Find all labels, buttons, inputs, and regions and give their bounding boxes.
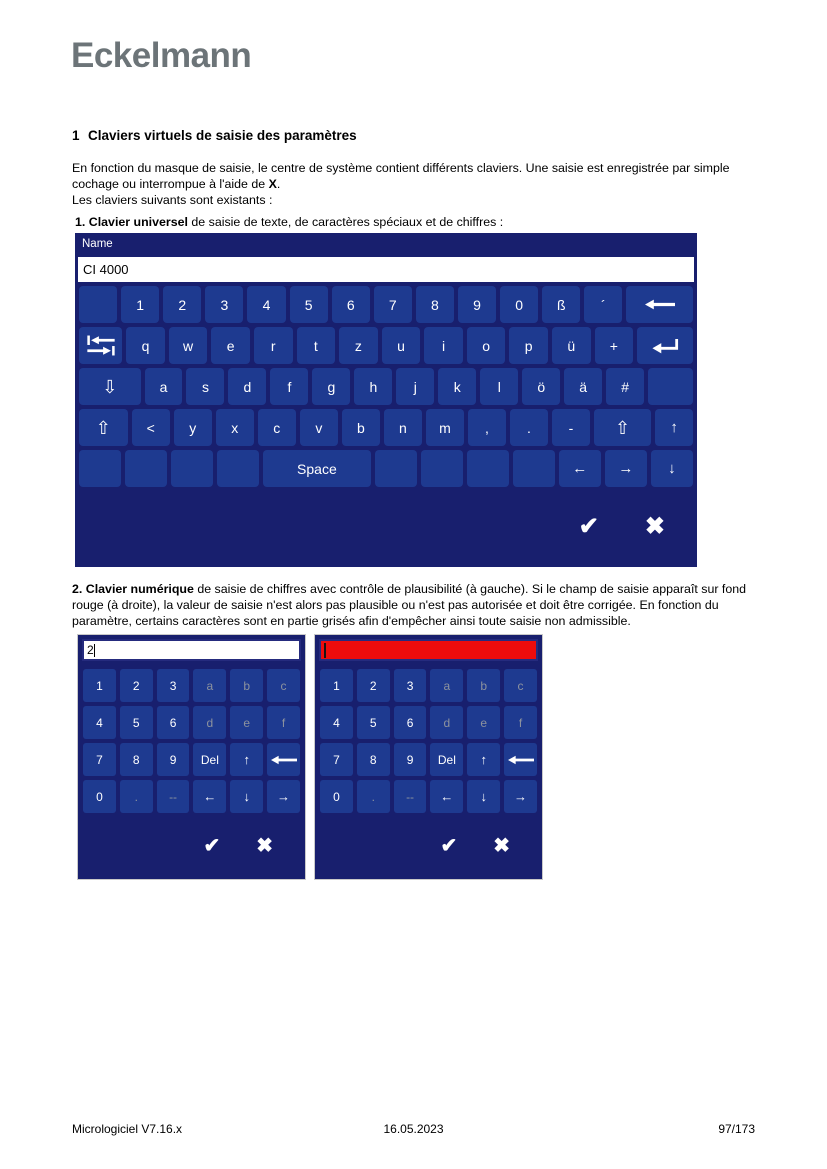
- key-,[interactable]: ,: [468, 409, 506, 446]
- arrow-up-icon[interactable]: ↑: [230, 743, 263, 776]
- blank-key: [217, 450, 259, 487]
- section-title: Claviers virtuels de saisie des paramètres: [88, 128, 357, 143]
- key-o[interactable]: o: [467, 327, 506, 364]
- key-.: .: [120, 780, 153, 813]
- key-´[interactable]: ´: [584, 286, 622, 323]
- key-m[interactable]: m: [426, 409, 464, 446]
- numeric-keyboard-valid: [77, 634, 306, 880]
- key-d: d: [193, 706, 226, 739]
- blank-key: [125, 450, 167, 487]
- key-w[interactable]: w: [169, 327, 208, 364]
- blank-key: [648, 368, 693, 405]
- arrow-down-icon[interactable]: ↓: [651, 450, 693, 487]
- key-9[interactable]: 9: [157, 743, 190, 776]
- keyboard-row: [79, 450, 693, 487]
- arrow-right-icon[interactable]: →: [267, 780, 300, 813]
- key-5[interactable]: 5: [290, 286, 328, 323]
- arrow-up-icon[interactable]: ↑: [655, 409, 693, 446]
- key-Del[interactable]: Del: [430, 743, 463, 776]
- blank-key: [79, 450, 121, 487]
- key-ä[interactable]: ä: [564, 368, 602, 405]
- key--[interactable]: -: [552, 409, 590, 446]
- key-8[interactable]: 8: [416, 286, 454, 323]
- key-g[interactable]: g: [312, 368, 350, 405]
- key---: --: [394, 780, 427, 813]
- key-9[interactable]: 9: [394, 743, 427, 776]
- key-a[interactable]: a: [145, 368, 183, 405]
- item1-text: de saisie de texte, de caractères spéciaux et de chiffres :: [187, 215, 504, 229]
- tab-icon[interactable]: [79, 327, 122, 364]
- blank-key: [513, 450, 555, 487]
- key-3[interactable]: 3: [394, 669, 427, 702]
- key-6[interactable]: 6: [332, 286, 370, 323]
- key-4[interactable]: 4: [247, 286, 285, 323]
- keyboard-row: [79, 409, 693, 446]
- key-f[interactable]: f: [270, 368, 308, 405]
- arrow-right-icon[interactable]: →: [504, 780, 537, 813]
- key-a: a: [430, 669, 463, 702]
- intro-line2: Les claviers suivants sont existants :: [72, 193, 273, 207]
- keyboard-row: [320, 706, 537, 739]
- numeric-keyboard-actions: [315, 813, 542, 879]
- item2-title: 2. Clavier numérique: [72, 582, 194, 596]
- cancel-button[interactable]: ✖: [493, 835, 510, 857]
- key-1[interactable]: 1: [83, 669, 116, 702]
- key-8[interactable]: 8: [120, 743, 153, 776]
- key-3[interactable]: 3: [157, 669, 190, 702]
- universal-keyboard-input[interactable]: [78, 257, 694, 282]
- blank-key: [79, 286, 117, 323]
- key-p[interactable]: p: [509, 327, 548, 364]
- key-h[interactable]: h: [354, 368, 392, 405]
- keyboard-row: [83, 669, 300, 702]
- key-<[interactable]: <: [132, 409, 170, 446]
- key-1[interactable]: 1: [320, 669, 353, 702]
- keyboard-row: [320, 743, 537, 776]
- blank-key: [421, 450, 463, 487]
- numeric-keyboard-error: [314, 634, 543, 880]
- key-6[interactable]: 6: [157, 706, 190, 739]
- key-1[interactable]: 1: [121, 286, 159, 323]
- eckelmann-logo: Eckelmann: [71, 36, 252, 75]
- intro-paragraph: [72, 160, 764, 208]
- key-6[interactable]: 6: [394, 706, 427, 739]
- key-2[interactable]: 2: [357, 669, 390, 702]
- key-2[interactable]: 2: [163, 286, 201, 323]
- footer-date: 16.05.2023: [383, 1122, 444, 1136]
- key-#[interactable]: #: [606, 368, 644, 405]
- numeric-key-rows: [78, 669, 305, 813]
- confirm-button[interactable]: ✔: [440, 835, 458, 857]
- key-i[interactable]: i: [424, 327, 463, 364]
- keyboard-row: [320, 780, 537, 813]
- arrow-left-icon[interactable]: ←: [193, 780, 226, 813]
- key-j[interactable]: j: [396, 368, 434, 405]
- shift-icon[interactable]: ⇧: [594, 409, 651, 446]
- key-5[interactable]: 5: [357, 706, 390, 739]
- enter-icon[interactable]: [637, 327, 693, 364]
- backspace-icon[interactable]: [626, 286, 693, 323]
- key-b[interactable]: b: [342, 409, 380, 446]
- key-c: c: [504, 669, 537, 702]
- item1-caption: [72, 214, 764, 230]
- key-5[interactable]: 5: [120, 706, 153, 739]
- caps-lock-icon[interactable]: ⇩: [79, 368, 141, 405]
- key-+[interactable]: +: [595, 327, 634, 364]
- key-a: a: [193, 669, 226, 702]
- key-d[interactable]: d: [228, 368, 266, 405]
- key-7[interactable]: 7: [374, 286, 412, 323]
- arrow-left-icon[interactable]: ←: [430, 780, 463, 813]
- key-.: .: [357, 780, 390, 813]
- key-b: b: [467, 669, 500, 702]
- key---: --: [157, 780, 190, 813]
- key-.[interactable]: .: [510, 409, 548, 446]
- confirm-button[interactable]: ✔: [203, 835, 221, 857]
- key-z[interactable]: z: [339, 327, 378, 364]
- section-heading: [72, 128, 764, 143]
- key-2[interactable]: 2: [120, 669, 153, 702]
- key-l[interactable]: l: [480, 368, 518, 405]
- key-ü[interactable]: ü: [552, 327, 591, 364]
- key-v[interactable]: v: [300, 409, 338, 446]
- keyboard-row: [83, 743, 300, 776]
- key-n[interactable]: n: [384, 409, 422, 446]
- key-Del[interactable]: Del: [193, 743, 226, 776]
- key-r[interactable]: r: [254, 327, 293, 364]
- universal-keyboard: [75, 233, 697, 567]
- key-t[interactable]: t: [297, 327, 336, 364]
- cancel-button[interactable]: ✖: [644, 513, 665, 540]
- key-Space[interactable]: Space: [263, 450, 370, 487]
- key-f: f: [504, 706, 537, 739]
- intro-text: En fonction du masque de saisie, le centre de système contient différents claviers. Une saisie est enregistrée par simple cochage ou interrompue à l'aide de: [72, 161, 730, 191]
- key-0[interactable]: 0: [83, 780, 116, 813]
- backspace-icon[interactable]: [504, 743, 537, 776]
- key-y[interactable]: y: [174, 409, 212, 446]
- keyboard-row: [83, 780, 300, 813]
- key-b: b: [230, 669, 263, 702]
- arrow-left-icon[interactable]: ←: [559, 450, 601, 487]
- key-q[interactable]: q: [126, 327, 165, 364]
- universal-key-rows: [75, 286, 697, 487]
- key-s[interactable]: s: [186, 368, 224, 405]
- key-4[interactable]: 4: [320, 706, 353, 739]
- key-7[interactable]: 7: [83, 743, 116, 776]
- numeric-keyboard-actions: [78, 813, 305, 879]
- key-f: f: [267, 706, 300, 739]
- arrow-down-icon[interactable]: ↓: [467, 780, 500, 813]
- key-4[interactable]: 4: [83, 706, 116, 739]
- key-k[interactable]: k: [438, 368, 476, 405]
- key-e: e: [230, 706, 263, 739]
- key-0[interactable]: 0: [320, 780, 353, 813]
- key-ö[interactable]: ö: [522, 368, 560, 405]
- numeric-input-value: 2: [87, 643, 94, 657]
- key-e[interactable]: e: [211, 327, 250, 364]
- key-x[interactable]: x: [216, 409, 254, 446]
- key-e: e: [467, 706, 500, 739]
- page-content: [72, 128, 764, 880]
- footer-page-number: 97/173: [718, 1122, 756, 1136]
- footer-version: Micrologiciel V7.16.x: [72, 1122, 183, 1136]
- numeric-input-valid[interactable]: [82, 639, 301, 661]
- key-c[interactable]: c: [258, 409, 296, 446]
- numeric-keyboards: [77, 634, 764, 880]
- item2-caption: [72, 581, 764, 629]
- numeric-key-rows: [315, 669, 542, 813]
- universal-keyboard-actions: [75, 487, 697, 567]
- keyboard-row: [83, 706, 300, 739]
- keyboard-row: [79, 368, 693, 405]
- numeric-input-error[interactable]: [319, 639, 538, 661]
- universal-input-value: CI 4000: [83, 262, 129, 277]
- keyboard-field-label: Name: [82, 238, 113, 250]
- blank-key: [467, 450, 509, 487]
- arrow-down-icon[interactable]: ↓: [230, 780, 263, 813]
- arrow-up-icon[interactable]: ↑: [467, 743, 500, 776]
- key-3[interactable]: 3: [205, 286, 243, 323]
- section-number: 1: [72, 128, 80, 143]
- text-cursor: [324, 643, 326, 658]
- intro-period: .: [276, 177, 281, 191]
- page-footer: [72, 1122, 755, 1136]
- item1-title: 1. Clavier universel: [75, 215, 188, 229]
- blank-key: [171, 450, 213, 487]
- keyboard-row: [320, 669, 537, 702]
- text-cursor: [94, 644, 95, 657]
- key-0[interactable]: 0: [500, 286, 538, 323]
- item2-text: de saisie de chiffres avec contrôle de plausibilité (à gauche). Si le champ de saisie apparaît sur fond rouge (à droite), la valeur de saisie n'est alors pas plausible ou n'est pas autorisée et doit être corrigée. En fonction du paramètre, certains caractères sont en partie grisés afin d'empêcher ainsi toute saisie non admissible.: [72, 582, 747, 628]
- backspace-icon[interactable]: [267, 743, 300, 776]
- keyboard-row: [79, 286, 693, 323]
- key-d: d: [430, 706, 463, 739]
- blank-key: [375, 450, 417, 487]
- intro-bold-x: X: [268, 177, 277, 191]
- key-9[interactable]: 9: [458, 286, 496, 323]
- confirm-button[interactable]: ✔: [578, 513, 599, 540]
- key-u[interactable]: u: [382, 327, 421, 364]
- arrow-right-icon[interactable]: →: [605, 450, 647, 487]
- shift-icon[interactable]: ⇧: [79, 409, 128, 446]
- keyboard-row: [79, 327, 693, 364]
- key-c: c: [267, 669, 300, 702]
- key-8[interactable]: 8: [357, 743, 390, 776]
- key-7[interactable]: 7: [320, 743, 353, 776]
- key-ß[interactable]: ß: [542, 286, 580, 323]
- cancel-button[interactable]: ✖: [256, 835, 273, 857]
